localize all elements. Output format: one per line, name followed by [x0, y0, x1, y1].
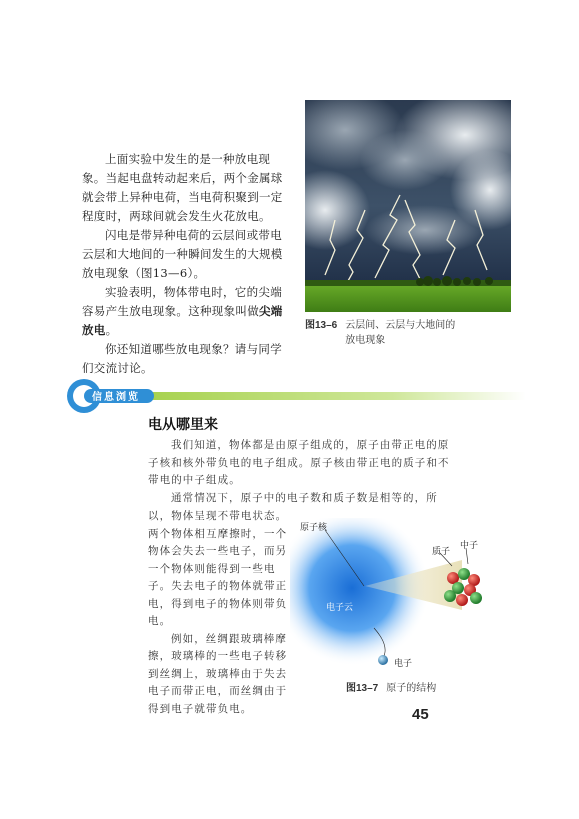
atom-structure-diagram — [290, 518, 500, 688]
figure-number: 图13–6 — [305, 320, 338, 331]
paragraph-lightning: 闪电是带异种电荷的云层间或带电云层和大地间的一种瞬间发生的大规模放电现象（图13—6）。 — [82, 228, 283, 280]
lightning-photo — [305, 100, 511, 312]
paragraph-point-discharge: 实验表明，物体带电时，它的尖端容易产生放电现象。这种现象叫做尖端放电。 — [82, 285, 283, 337]
section-title: 电从哪里来 — [148, 417, 218, 433]
info-banner-label: 信息浏览 — [92, 392, 140, 403]
label-proton: 质子 — [432, 547, 451, 557]
label-electron-cloud: 电子云 — [326, 603, 354, 613]
label-electron: 电子 — [394, 659, 413, 669]
label-nucleus: 原子核 — [300, 523, 328, 533]
figure-13-7-caption — [346, 681, 436, 696]
page-number: 45 — [412, 706, 429, 723]
section-paragraph-atoms: 我们知道，物体都是由原子组成的，原子由带正电的原子核和核外带负电的电子组成。原子核由带正电的质子和不带电的中子组成。 通常情况下，原子中的电子数和质子数是相等的，所 — [148, 439, 450, 504]
figure-number: 图13–7 — [346, 683, 379, 694]
figure-13-6-caption — [305, 318, 515, 348]
section-paragraph-friction: 以，物体呈现不带电状态。两个物体相互摩擦时，一个物体会失去一些电子，而另一个物体则能得到一些电子。失去电子的物体就带正电，得到电子的物体则带负电。 例如，丝绸跟玻璃棒摩擦，玻璃棒的一些电子转移到丝绸上，玻璃棒由于失去电子而带正电，而丝绸由于得到电子就带负电。 — [148, 510, 288, 715]
paragraph-discharge: 上面实验中发生的是一种放电现象。当起电盘转动起来后，两个金属球就会带上异种电荷，当电荷积聚到一定程度时，两球间就会发生火花放电。 — [82, 152, 283, 223]
figure-caption-text: 原子的结构 — [386, 683, 437, 694]
info-banner — [66, 378, 526, 414]
label-neutron: 中子 — [460, 541, 479, 551]
paragraph-question: 你还知道哪些放电现象？请与同学们交流讨论。 — [82, 342, 282, 375]
top-text-block — [82, 150, 287, 378]
key-term: 尖端放电 — [82, 304, 283, 337]
figure-caption-text: 云层间、云层与大地间的放电现象 — [345, 320, 456, 346]
